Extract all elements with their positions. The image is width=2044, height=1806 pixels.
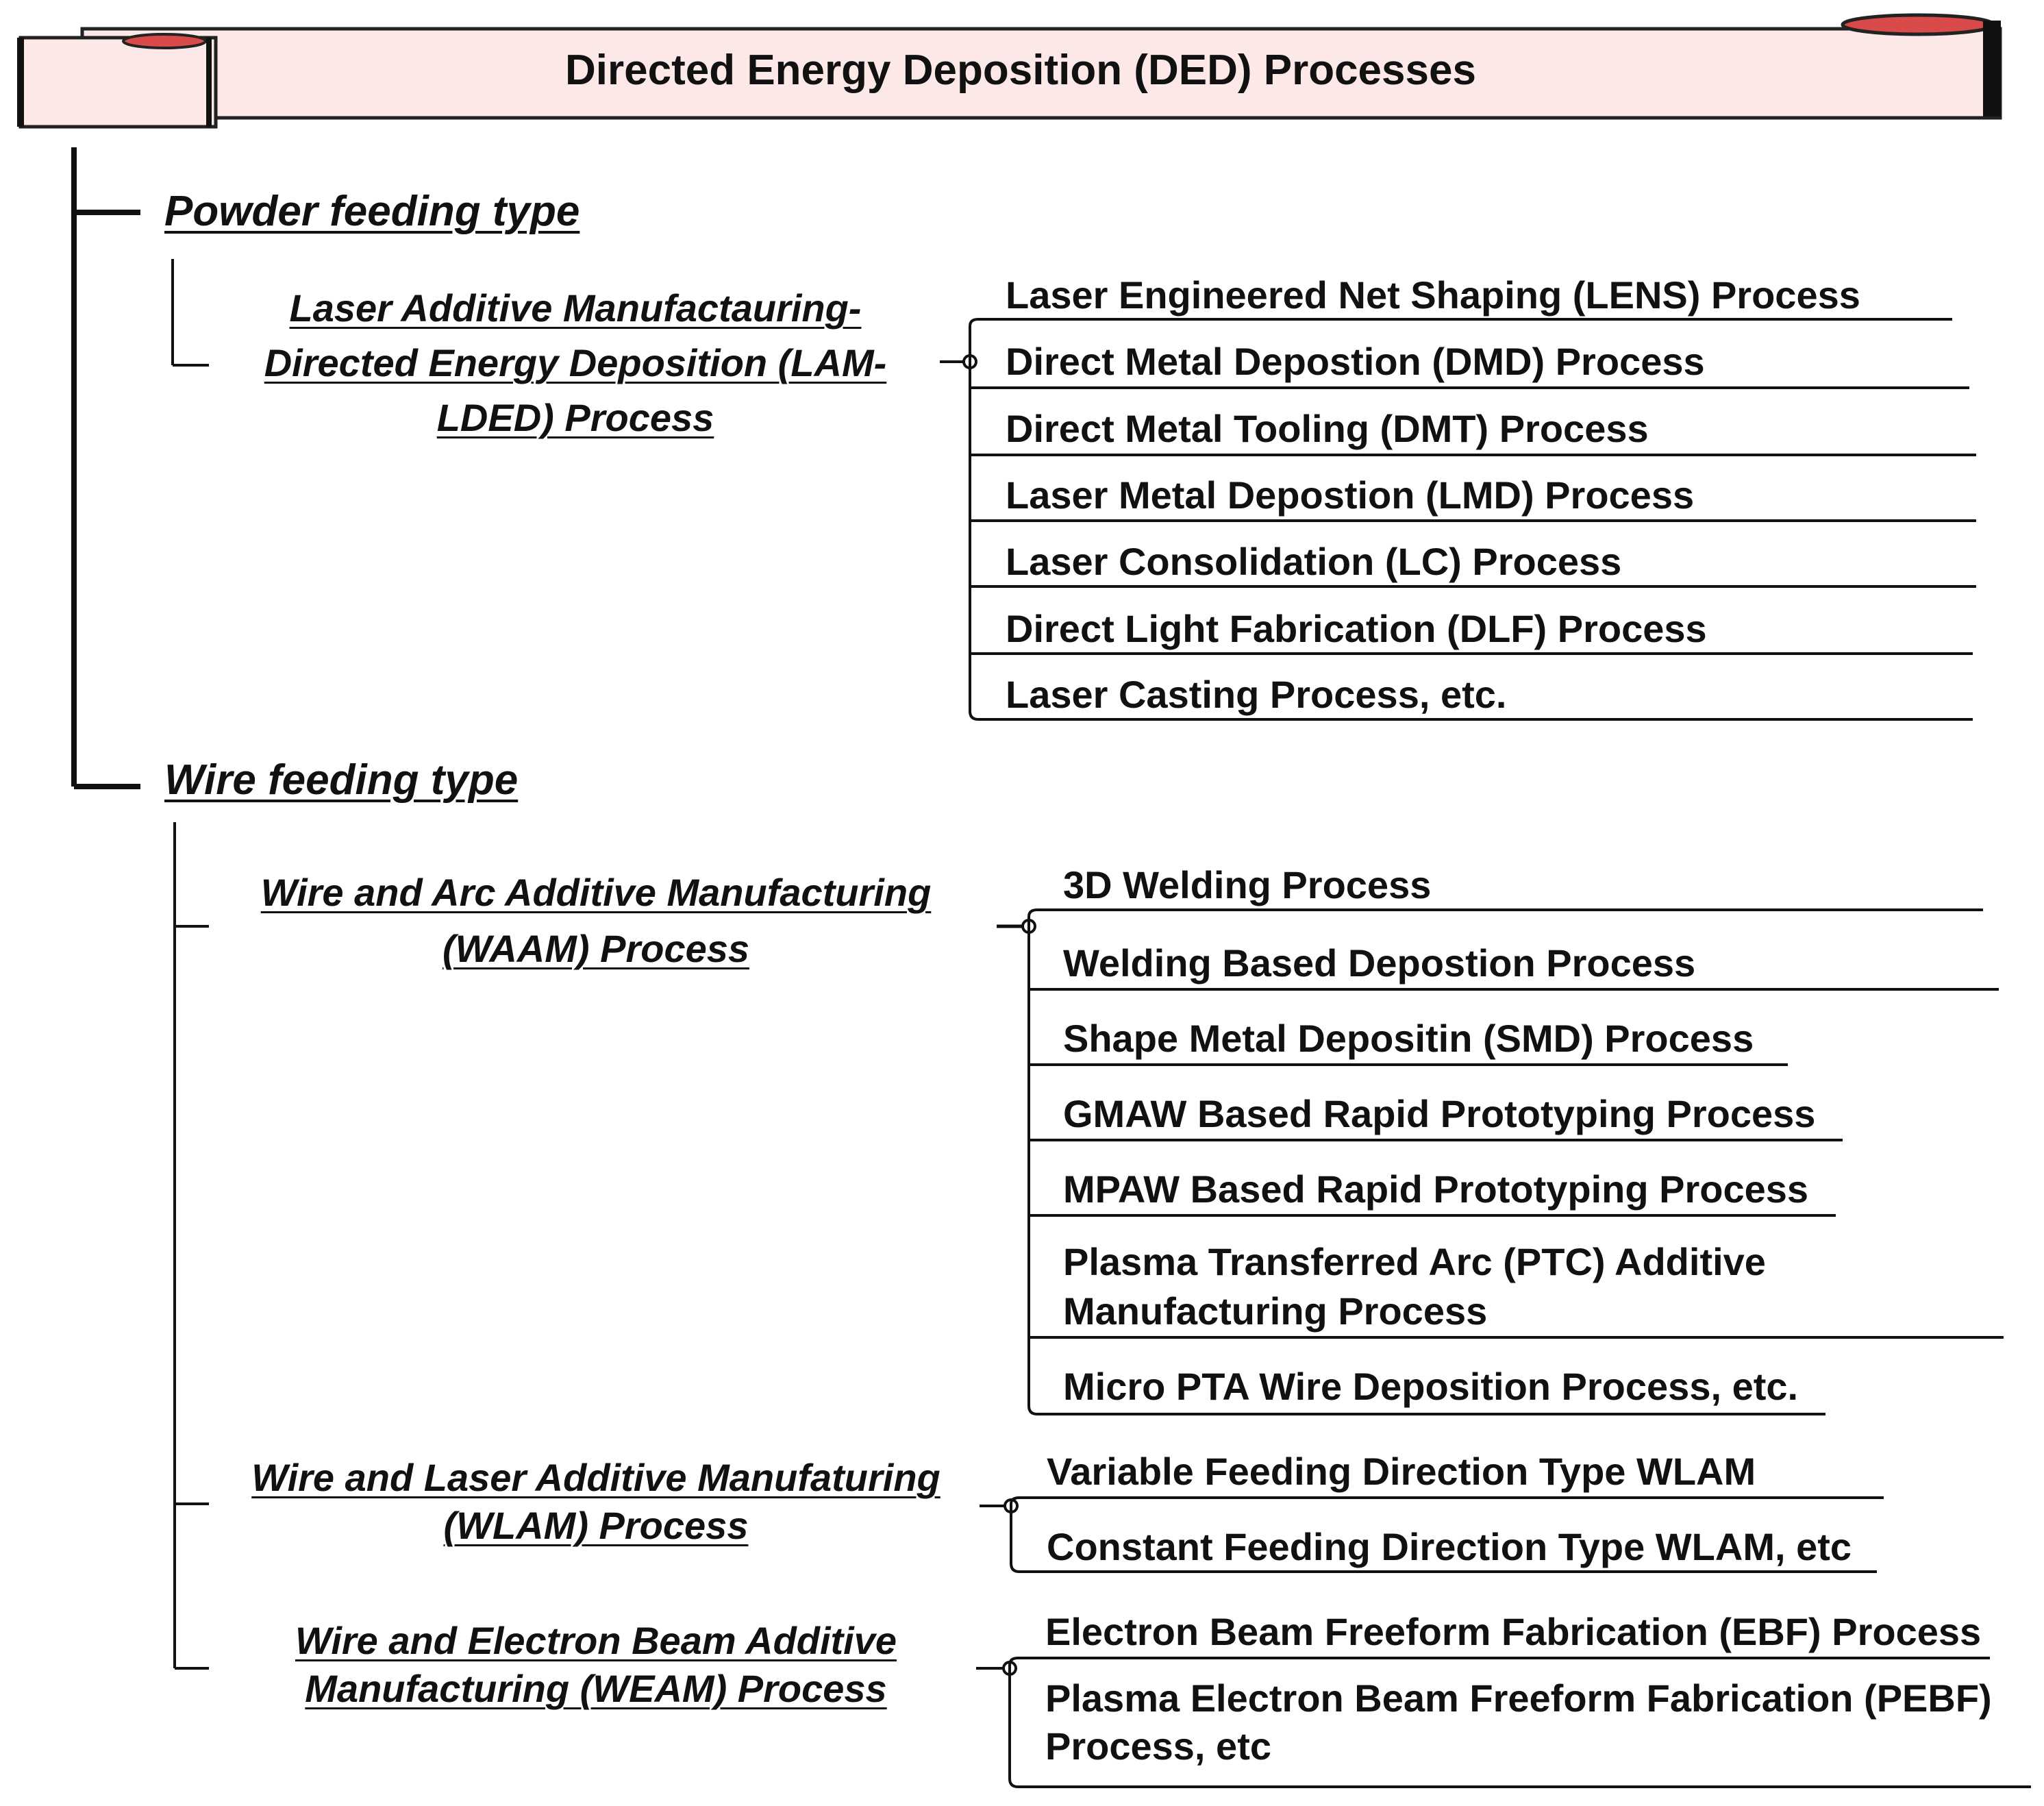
lam-lded-line-1: Laser Additive Manufactauring- (289, 286, 862, 330)
powder-feeding-label: Powder feeding type (164, 188, 580, 235)
list-item: 3D Welding Process (1063, 863, 1432, 906)
list-item: Shape Metal Depositin (SMD) Process (1063, 1017, 1754, 1060)
list-item: Welding Based Depostion Process (1063, 941, 1696, 985)
list-item: Direct Metal Tooling (DMT) Process (1006, 407, 1649, 450)
list-item: Plasma Transferred Arc (PTC) Additive Manufacturing Process (1063, 1240, 1766, 1333)
weam-process-label (260, 1617, 932, 1713)
list-item: GMAW Based Rapid Prototyping Process (1063, 1092, 1816, 1135)
lam-lded-line-3: LDED) Process (436, 396, 714, 439)
list-item: Direct Light Fabrication (DLF) Process (1006, 607, 1707, 650)
list-item: Variable Feeding Direction Type WLAM (1047, 1450, 1756, 1493)
list-item: Direct Metal Depostion (DMD) Process (1006, 340, 1705, 383)
list-item: Plasma Electron Beam Freeform Fabrication (PEBF) Process, etc (1045, 1677, 1992, 1768)
banner-right-curl (1843, 15, 1993, 34)
wlam-process-label (226, 1454, 966, 1550)
banner-title: Directed Energy Deposition (DED) Processes (565, 47, 1476, 94)
lam-list-bracket (970, 362, 978, 719)
list-item: Laser Casting Process, etc. (1006, 673, 1507, 716)
wlam-line-2: (WLAM) Process (443, 1504, 749, 1547)
list-item: Constant Feeding Direction Type WLAM, etc (1047, 1525, 1852, 1568)
waam-line-1: Wire and Arc Additive Manufacturing (260, 871, 932, 914)
wlam-line-1: Wire and Laser Additive Manufaturing (251, 1456, 940, 1499)
banner-left-curl (123, 34, 205, 48)
banner-right-edge (1983, 21, 2001, 116)
waam-list-bracket (1029, 926, 1037, 1414)
weam-line-1: Wire and Electron Beam Additive (295, 1619, 897, 1662)
list-item: Electron Beam Freeform Fabrication (EBF) Process (1045, 1610, 1982, 1653)
waam-process-label (226, 865, 966, 977)
list-item: Laser Consolidation (LC) Process (1006, 540, 1622, 583)
list-item: MPAW Based Rapid Prototyping Process (1063, 1167, 1809, 1211)
list-item: Laser Engineered Net Shaping (LENS) Process (1006, 273, 1860, 317)
list-item: Micro PTA Wire Deposition Process, etc. (1063, 1365, 1799, 1408)
waam-line-2: (WAAM) Process (442, 927, 750, 970)
lam-lded-process-label (226, 281, 925, 445)
weam-line-2: Manufacturing (WEAM) Process (305, 1667, 887, 1710)
lam-lded-line-2: Directed Energy Deposition (LAM- (264, 341, 887, 384)
wire-feeding-label: Wire feeding type (164, 756, 519, 804)
list-item: Laser Metal Depostion (LMD) Process (1006, 473, 1695, 517)
